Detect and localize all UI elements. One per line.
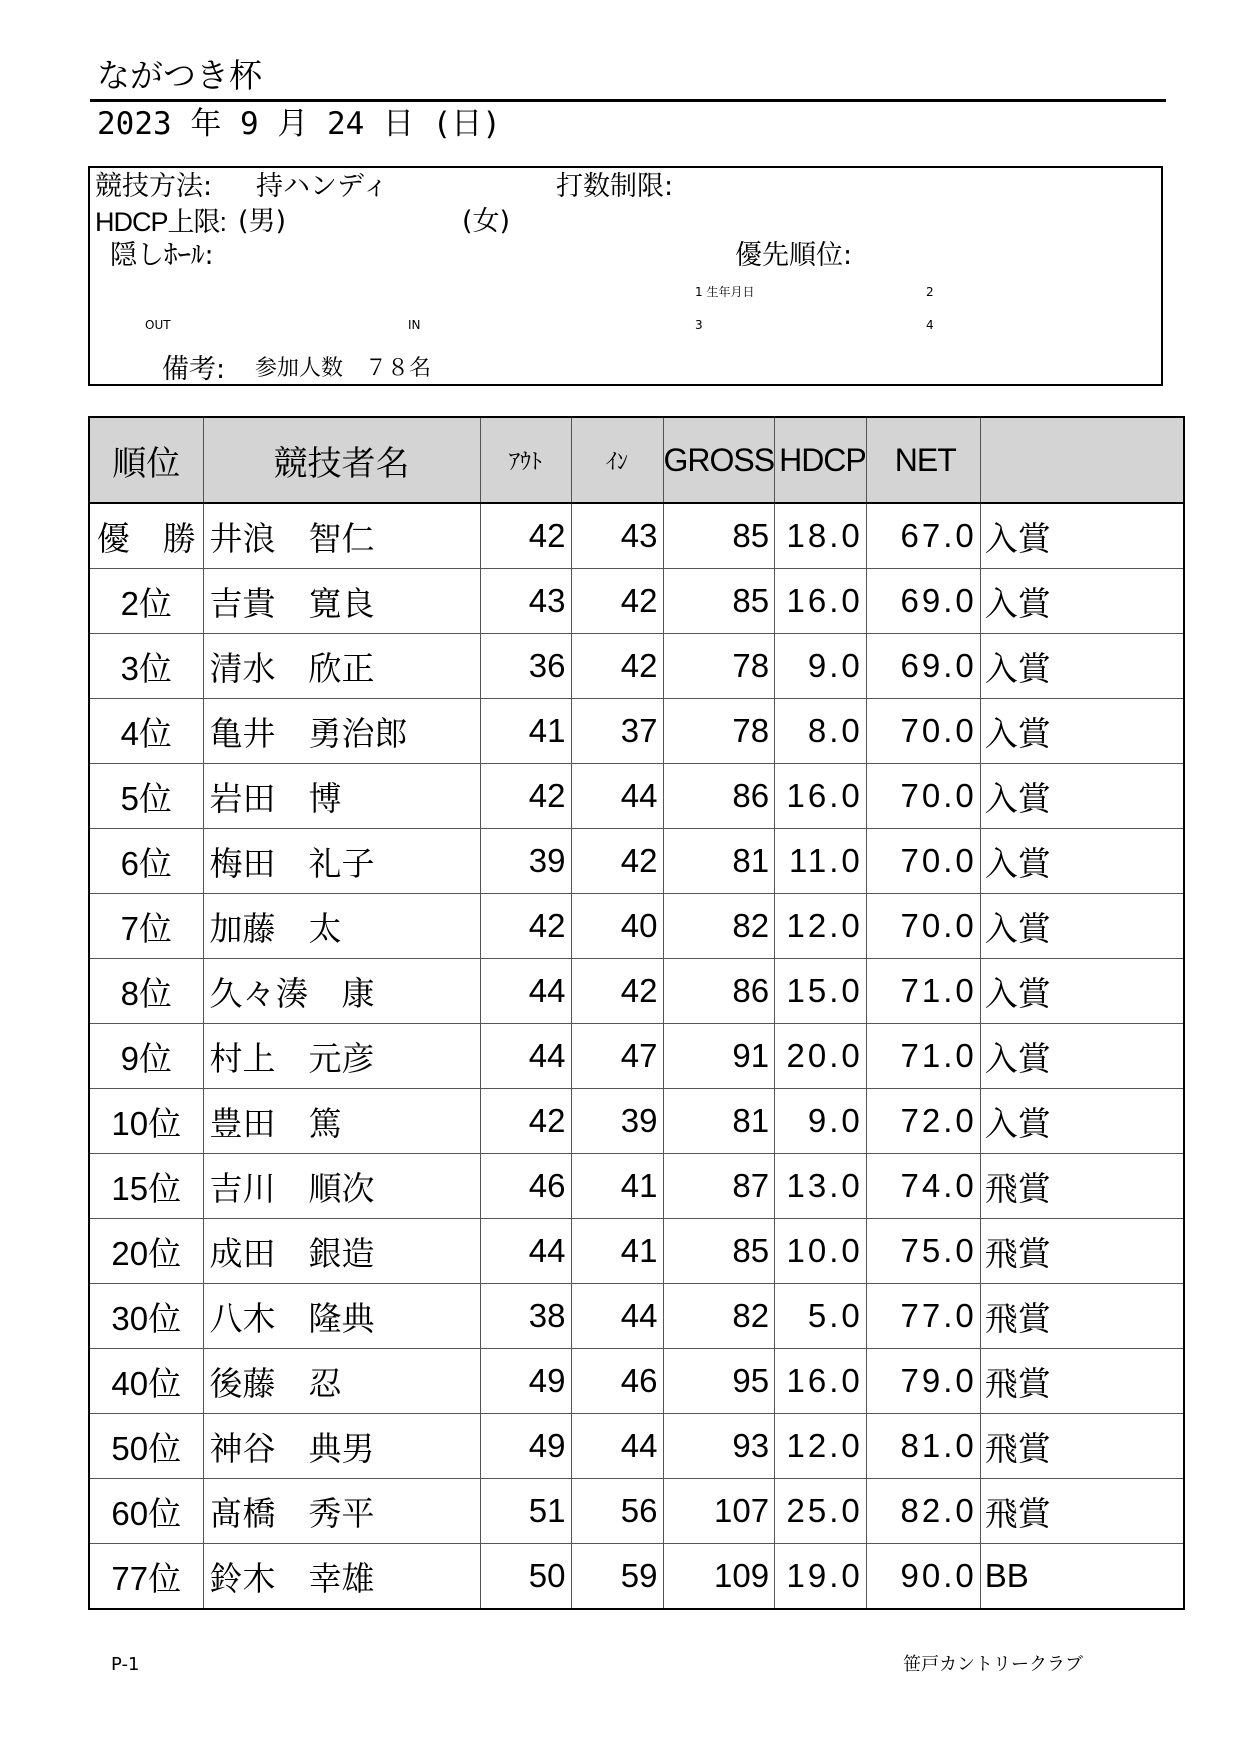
notes-label: 備考: — [162, 354, 226, 385]
player-name-cell: 岩田 博 — [203, 764, 480, 829]
table-row — [89, 894, 1184, 959]
priority-2: 2 — [926, 285, 934, 299]
in-score-cell: 40 — [571, 894, 663, 959]
col-header-out: ｱｳﾄ — [480, 417, 571, 503]
gross-score-cell: 78 — [663, 634, 775, 699]
out-score-cell: 49 — [480, 1349, 571, 1414]
hdcp-cell: 19.0 — [775, 1544, 867, 1610]
in-score-cell: 42 — [571, 634, 663, 699]
col-header-award — [980, 417, 1184, 503]
net-score-cell: 79.0 — [866, 1349, 980, 1414]
award-cell: 入賞 — [980, 894, 1184, 959]
in-score-cell: 42 — [571, 569, 663, 634]
out-score-cell: 42 — [480, 764, 571, 829]
out-score-cell: 43 — [480, 569, 571, 634]
hdcp-cell: 15.0 — [775, 959, 867, 1024]
table-row — [89, 1284, 1184, 1349]
out-score-cell: 50 — [480, 1544, 571, 1610]
gross-score-cell: 95 — [663, 1349, 775, 1414]
award-cell: 入賞 — [980, 699, 1184, 764]
out-score-cell: 51 — [480, 1479, 571, 1544]
award-cell: 飛賞 — [980, 1479, 1184, 1544]
net-score-cell: 70.0 — [866, 764, 980, 829]
table-row — [89, 699, 1184, 764]
player-name-cell: 鈴木 幸雄 — [203, 1544, 480, 1610]
col-header-in: ｲﾝ — [571, 417, 663, 503]
out-score-cell: 42 — [480, 1089, 571, 1154]
award-cell: 入賞 — [980, 1024, 1184, 1089]
award-cell: 入賞 — [980, 959, 1184, 1024]
award-cell: 入賞 — [980, 634, 1184, 699]
gross-score-cell: 86 — [663, 764, 775, 829]
rank-cell: 9位 — [89, 1024, 203, 1089]
event-date: 2023 年 9 月 24 日 (日) — [97, 106, 501, 142]
rank-cell: 優 勝 — [89, 503, 203, 569]
title-underline — [90, 99, 1166, 102]
net-score-cell: 70.0 — [866, 699, 980, 764]
hdcp-cell: 9.0 — [775, 1089, 867, 1154]
rank-cell: 3位 — [89, 634, 203, 699]
net-score-cell: 69.0 — [866, 634, 980, 699]
player-name-cell: 亀井 勇治郎 — [203, 699, 480, 764]
net-score-cell: 67.0 — [866, 503, 980, 569]
out-score-cell: 49 — [480, 1414, 571, 1479]
in-score-cell: 59 — [571, 1544, 663, 1610]
priority-label: 優先順位: — [735, 240, 853, 271]
rank-cell: 15位 — [89, 1154, 203, 1219]
results-table — [88, 416, 1185, 1610]
table-row — [89, 1544, 1184, 1610]
player-name-cell: 村上 元彦 — [203, 1024, 480, 1089]
player-name-cell: 吉川 順次 — [203, 1154, 480, 1219]
competition-info-box — [88, 166, 1163, 386]
table-row — [89, 569, 1184, 634]
rank-cell: 60位 — [89, 1479, 203, 1544]
gross-score-cell: 81 — [663, 1089, 775, 1154]
in-label: IN — [408, 318, 421, 332]
col-header-rank: 順位 — [89, 417, 203, 503]
award-cell: 入賞 — [980, 503, 1184, 569]
table-row — [89, 1024, 1184, 1089]
hdcp-cell: 12.0 — [775, 894, 867, 959]
award-cell: 飛賞 — [980, 1414, 1184, 1479]
col-header-hdcp: HDCP — [775, 417, 867, 503]
player-name-cell: 清水 欣正 — [203, 634, 480, 699]
player-name-cell: 髙橋 秀平 — [203, 1479, 480, 1544]
rank-cell: 8位 — [89, 959, 203, 1024]
player-name-cell: 成田 銀造 — [203, 1219, 480, 1284]
table-row — [89, 1089, 1184, 1154]
award-cell: 飛賞 — [980, 1349, 1184, 1414]
priority-3: 3 — [695, 318, 703, 332]
hdcp-cell: 16.0 — [775, 764, 867, 829]
stroke-limit-label: 打数制限: — [556, 171, 674, 202]
award-cell: 入賞 — [980, 829, 1184, 894]
table-row — [89, 634, 1184, 699]
rank-cell: 4位 — [89, 699, 203, 764]
award-cell: 飛賞 — [980, 1219, 1184, 1284]
table-row — [89, 1479, 1184, 1544]
table-row — [89, 764, 1184, 829]
rank-cell: 2位 — [89, 569, 203, 634]
out-label: OUT — [145, 318, 171, 332]
player-name-cell: 井浪 智仁 — [203, 503, 480, 569]
out-score-cell: 38 — [480, 1284, 571, 1349]
player-name-cell: 神谷 典男 — [203, 1414, 480, 1479]
in-score-cell: 39 — [571, 1089, 663, 1154]
out-score-cell: 46 — [480, 1154, 571, 1219]
rank-cell: 40位 — [89, 1349, 203, 1414]
net-score-cell: 71.0 — [866, 959, 980, 1024]
net-score-cell: 71.0 — [866, 1024, 980, 1089]
hdcp-cell: 9.0 — [775, 634, 867, 699]
hdcp-cell: 13.0 — [775, 1154, 867, 1219]
hdcp-cell: 20.0 — [775, 1024, 867, 1089]
hdcp-cell: 8.0 — [775, 699, 867, 764]
net-score-cell: 70.0 — [866, 829, 980, 894]
rank-cell: 77位 — [89, 1544, 203, 1610]
player-name-cell: 後藤 忍 — [203, 1349, 480, 1414]
gross-score-cell: 82 — [663, 1284, 775, 1349]
out-score-cell: 42 — [480, 894, 571, 959]
net-score-cell: 72.0 — [866, 1089, 980, 1154]
award-cell: 入賞 — [980, 764, 1184, 829]
gross-score-cell: 85 — [663, 569, 775, 634]
priority-1: 1 生年月日 — [695, 285, 755, 299]
gross-score-cell: 78 — [663, 699, 775, 764]
in-score-cell: 47 — [571, 1024, 663, 1089]
in-score-cell: 37 — [571, 699, 663, 764]
out-score-cell: 44 — [480, 1219, 571, 1284]
net-score-cell: 90.0 — [866, 1544, 980, 1610]
in-score-cell: 41 — [571, 1154, 663, 1219]
hdcp-limit-label: HDCP上限: — [95, 207, 227, 237]
player-name-cell: 梅田 礼子 — [203, 829, 480, 894]
hdcp-cell: 25.0 — [775, 1479, 867, 1544]
method-label: 競技方法: — [95, 171, 213, 202]
priority-4: 4 — [926, 318, 934, 332]
award-cell: 入賞 — [980, 1089, 1184, 1154]
rank-cell: 30位 — [89, 1284, 203, 1349]
table-header-row — [89, 417, 1184, 503]
in-score-cell: 56 — [571, 1479, 663, 1544]
net-score-cell: 82.0 — [866, 1479, 980, 1544]
gross-score-cell: 85 — [663, 1219, 775, 1284]
player-name-cell: 豊田 篤 — [203, 1089, 480, 1154]
gross-score-cell: 93 — [663, 1414, 775, 1479]
notes-value: 参加人数 ７８名 — [255, 356, 432, 381]
rank-cell: 6位 — [89, 829, 203, 894]
table-row — [89, 1154, 1184, 1219]
hdcp-cell: 11.0 — [775, 829, 867, 894]
col-header-gross: GROSS — [663, 417, 775, 503]
table-row — [89, 1219, 1184, 1284]
net-score-cell: 81.0 — [866, 1414, 980, 1479]
out-score-cell: 42 — [480, 503, 571, 569]
table-row — [89, 829, 1184, 894]
net-score-cell: 70.0 — [866, 894, 980, 959]
table-row — [89, 503, 1184, 569]
out-score-cell: 39 — [480, 829, 571, 894]
gross-score-cell: 87 — [663, 1154, 775, 1219]
hdcp-limit-male: (男) — [238, 206, 287, 237]
out-score-cell: 44 — [480, 959, 571, 1024]
hdcp-cell: 10.0 — [775, 1219, 867, 1284]
col-header-name: 競技者名 — [203, 417, 480, 503]
award-cell: 飛賞 — [980, 1154, 1184, 1219]
rank-cell: 20位 — [89, 1219, 203, 1284]
in-score-cell: 41 — [571, 1219, 663, 1284]
rank-cell: 10位 — [89, 1089, 203, 1154]
in-score-cell: 42 — [571, 959, 663, 1024]
player-name-cell: 吉貴 寛良 — [203, 569, 480, 634]
col-header-net: NET — [866, 417, 980, 503]
hdcp-cell: 12.0 — [775, 1414, 867, 1479]
hdcp-cell: 5.0 — [775, 1284, 867, 1349]
page-number: P-1 — [111, 1654, 140, 1675]
hdcp-cell: 18.0 — [775, 503, 867, 569]
in-score-cell: 42 — [571, 829, 663, 894]
in-score-cell: 46 — [571, 1349, 663, 1414]
table-row — [89, 959, 1184, 1024]
in-score-cell: 44 — [571, 1284, 663, 1349]
player-name-cell: 加藤 太 — [203, 894, 480, 959]
rank-cell: 5位 — [89, 764, 203, 829]
club-name: 笹戸カントリークラブ — [903, 1654, 1083, 1675]
in-score-cell: 43 — [571, 503, 663, 569]
method-value: 持ハンディ — [256, 171, 389, 202]
gross-score-cell: 86 — [663, 959, 775, 1024]
gross-score-cell: 82 — [663, 894, 775, 959]
player-name-cell: 八木 隆典 — [203, 1284, 480, 1349]
table-row — [89, 1414, 1184, 1479]
out-score-cell: 41 — [480, 699, 571, 764]
gross-score-cell: 81 — [663, 829, 775, 894]
net-score-cell: 69.0 — [866, 569, 980, 634]
net-score-cell: 75.0 — [866, 1219, 980, 1284]
page-title: ながつき杯 — [97, 56, 262, 95]
table-row — [89, 1349, 1184, 1414]
out-score-cell: 36 — [480, 634, 571, 699]
hdcp-cell: 16.0 — [775, 1349, 867, 1414]
award-cell: 飛賞 — [980, 1284, 1184, 1349]
rank-cell: 50位 — [89, 1414, 203, 1479]
gross-score-cell: 107 — [663, 1479, 775, 1544]
award-cell: BB — [980, 1544, 1184, 1610]
gross-score-cell: 109 — [663, 1544, 775, 1610]
net-score-cell: 74.0 — [866, 1154, 980, 1219]
rank-cell: 7位 — [89, 894, 203, 959]
hdcp-limit-female: (女) — [462, 206, 511, 237]
award-cell: 入賞 — [980, 569, 1184, 634]
in-score-cell: 44 — [571, 1414, 663, 1479]
player-name-cell: 久々湊 康 — [203, 959, 480, 1024]
hdcp-cell: 16.0 — [775, 569, 867, 634]
gross-score-cell: 91 — [663, 1024, 775, 1089]
hidden-holes-label: 隠しﾎｰﾙ: — [110, 240, 214, 271]
net-score-cell: 77.0 — [866, 1284, 980, 1349]
out-score-cell: 44 — [480, 1024, 571, 1089]
in-score-cell: 44 — [571, 764, 663, 829]
gross-score-cell: 85 — [663, 503, 775, 569]
